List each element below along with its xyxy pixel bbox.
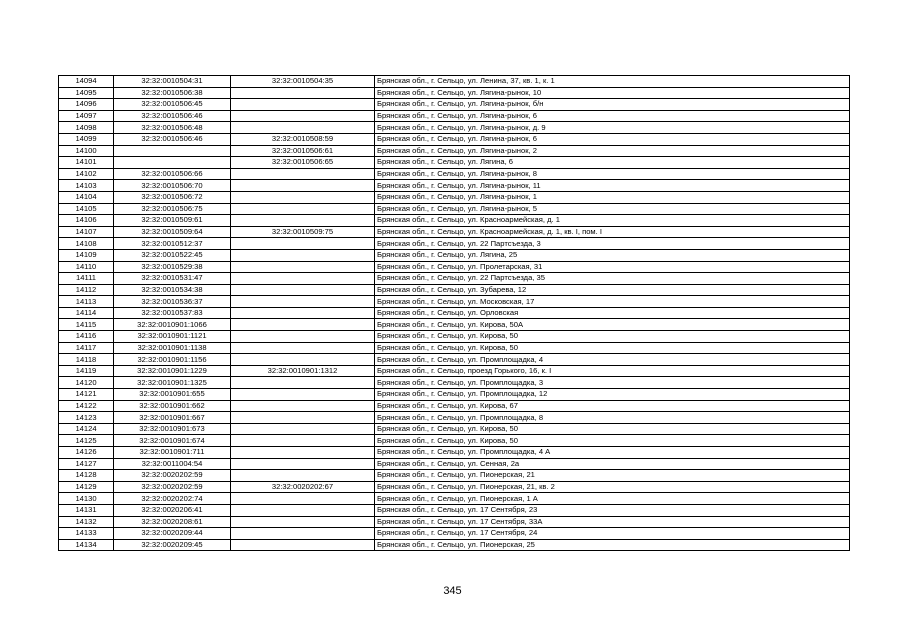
cadastral-number-cell: 32:32:0010537:83 [114,307,231,319]
address-cell: Брянская обл., г. Сельцо, ул. Орловская [375,307,850,319]
table-row [59,435,850,447]
table-row [59,458,850,470]
cadastral-number-cell: 32:32:0010506:45 [114,99,231,111]
cadastral-number-cell: 32:32:0011004:54 [114,458,231,470]
address-cell: Брянская обл., г. Сельцо, ул. Кирова, 50 [375,435,850,447]
address-cell: Брянская обл., г. Сельцо, проезд Горького, 16, к. I [375,365,850,377]
address-cell: Брянская обл., г. Сельцо, ул. Лягина-рынок, 6 [375,133,850,145]
parent-cadastral-number-cell [231,319,375,331]
cadastral-number-cell: 32:32:0010506:70 [114,180,231,192]
table-row [59,447,850,459]
table-row [59,470,850,482]
cadastral-number-cell: 32:32:0010506:46 [114,133,231,145]
row-number-cell: 14115 [59,319,114,331]
table-row [59,145,850,157]
address-cell: Брянская обл., г. Сельцо, ул. Промплощадка, 12 [375,389,850,401]
row-number-cell: 14134 [59,539,114,551]
table-row [59,493,850,505]
table-row [59,516,850,528]
parent-cadastral-number-cell [231,504,375,516]
row-number-cell: 14111 [59,273,114,285]
row-number-cell: 14103 [59,180,114,192]
address-cell: Брянская обл., г. Сельцо, ул. Кирова, 67 [375,400,850,412]
cadastral-number-cell: 32:32:0010901:673 [114,423,231,435]
address-cell: Брянская обл., г. Сельцо, ул. Красноармейская, д. 1, кв. I, пом. I [375,226,850,238]
row-number-cell: 14133 [59,528,114,540]
row-number-cell: 14118 [59,354,114,366]
row-number-cell: 14107 [59,226,114,238]
parent-cadastral-number-cell [231,516,375,528]
cadastral-number-cell: 32:32:0020202:74 [114,493,231,505]
address-cell: Брянская обл., г. Сельцо, ул. Лягина-рынок, 8 [375,168,850,180]
table-row [59,481,850,493]
cadastral-number-cell: 32:32:0010509:64 [114,226,231,238]
parent-cadastral-number-cell [231,331,375,343]
table-row [59,504,850,516]
cadastral-number-cell: 32:32:0010901:1138 [114,342,231,354]
registry-table [58,75,850,551]
row-number-cell: 14121 [59,389,114,401]
table-row [59,528,850,540]
table-row [59,377,850,389]
cadastral-number-cell: 32:32:0010901:1229 [114,365,231,377]
address-cell: Брянская обл., г. Сельцо, ул. Лягина-рынок, б/н [375,99,850,111]
address-cell: Брянская обл., г. Сельцо, ул. Лягина-рынок, 5 [375,203,850,215]
cadastral-number-cell: 32:32:0010506:72 [114,191,231,203]
parent-cadastral-number-cell [231,122,375,134]
table-row [59,203,850,215]
row-number-cell: 14098 [59,122,114,134]
table-row [59,331,850,343]
parent-cadastral-number-cell [231,273,375,285]
table-row [59,412,850,424]
parent-cadastral-number-cell: 32:32:0010508:59 [231,133,375,145]
row-number-cell: 14114 [59,307,114,319]
address-cell: Брянская обл., г. Сельцо, ул. 22 Партсъезда, 3 [375,238,850,250]
row-number-cell: 14101 [59,157,114,169]
registry-table-body [59,76,850,551]
address-cell: Брянская обл., г. Сельцо, ул. Пионерская, 21, кв. 2 [375,481,850,493]
address-cell: Брянская обл., г. Сельцо, ул. 17 Сентября, 33А [375,516,850,528]
address-cell: Брянская обл., г. Сельцо, ул. Пролетарская, 31 [375,261,850,273]
cadastral-number-cell: 32:32:0010522:45 [114,249,231,261]
address-cell: Брянская обл., г. Сельцо, ул. Промплощадка, 4 А [375,447,850,459]
table-row [59,354,850,366]
parent-cadastral-number-cell [231,528,375,540]
cadastral-number-cell: 32:32:0010901:667 [114,412,231,424]
row-number-cell: 14127 [59,458,114,470]
cadastral-number-cell: 32:32:0020209:44 [114,528,231,540]
cadastral-number-cell: 32:32:0010901:711 [114,447,231,459]
row-number-cell: 14132 [59,516,114,528]
address-cell: Брянская обл., г. Сельцо, ул. Лягина-рынок, 6 [375,110,850,122]
table-row [59,99,850,111]
address-cell: Брянская обл., г. Сельцо, ул. Лягина-рынок, 11 [375,180,850,192]
row-number-cell: 14122 [59,400,114,412]
table-row [59,296,850,308]
parent-cadastral-number-cell: 32:32:0010901:1312 [231,365,375,377]
table-row [59,365,850,377]
cadastral-number-cell: 32:32:0010536:37 [114,296,231,308]
cadastral-number-cell: 32:32:0010901:662 [114,400,231,412]
table-row [59,191,850,203]
row-number-cell: 14095 [59,87,114,99]
row-number-cell: 14108 [59,238,114,250]
cadastral-number-cell: 32:32:0010512:37 [114,238,231,250]
row-number-cell: 14124 [59,423,114,435]
address-cell: Брянская обл., г. Сельцо, ул. Лягина-рынок, 1 [375,191,850,203]
parent-cadastral-number-cell: 32:32:0010504:35 [231,76,375,88]
address-cell: Брянская обл., г. Сельцо, ул. Красноармейская, д. 1 [375,215,850,227]
address-cell: Брянская обл., г. Сельцо, ул. Лягина-рынок, д. 9 [375,122,850,134]
cadastral-number-cell: 32:32:0020202:59 [114,481,231,493]
cadastral-number-cell: 32:32:0010506:38 [114,87,231,99]
cadastral-number-cell [114,157,231,169]
cadastral-number-cell: 32:32:0010901:1325 [114,377,231,389]
parent-cadastral-number-cell [231,284,375,296]
row-number-cell: 14123 [59,412,114,424]
row-number-cell: 14096 [59,99,114,111]
parent-cadastral-number-cell [231,412,375,424]
address-cell: Брянская обл., г. Сельцо, ул. Кирова, 50 [375,331,850,343]
address-cell: Брянская обл., г. Сельцо, ул. Ленина, 37, кв. 1, к. 1 [375,76,850,88]
address-cell: Брянская обл., г. Сельцо, ул. Пионерская, 1 А [375,493,850,505]
row-number-cell: 14128 [59,470,114,482]
row-number-cell: 14112 [59,284,114,296]
address-cell: Брянская обл., г. Сельцо, ул. Промплощадка, 8 [375,412,850,424]
row-number-cell: 14119 [59,365,114,377]
parent-cadastral-number-cell [231,307,375,319]
table-row [59,168,850,180]
row-number-cell: 14100 [59,145,114,157]
address-cell: Брянская обл., г. Сельцо, ул. Пионерская, 21 [375,470,850,482]
table-row [59,423,850,435]
address-cell: Брянская обл., г. Сельцо, ул. Зубарева, 12 [375,284,850,296]
cadastral-number-cell: 32:32:0010901:655 [114,389,231,401]
address-cell: Брянская обл., г. Сельцо, ул. Сенная, 2а [375,458,850,470]
row-number-cell: 14097 [59,110,114,122]
table-row [59,226,850,238]
row-number-cell: 14130 [59,493,114,505]
table-row [59,319,850,331]
cadastral-number-cell: 32:32:0010534:38 [114,284,231,296]
parent-cadastral-number-cell [231,435,375,447]
table-row [59,284,850,296]
table-row [59,261,850,273]
parent-cadastral-number-cell: 32:32:0010509:75 [231,226,375,238]
cadastral-number-cell: 32:32:0010529:38 [114,261,231,273]
parent-cadastral-number-cell [231,377,375,389]
parent-cadastral-number-cell [231,493,375,505]
cadastral-number-cell: 32:32:0020209:45 [114,539,231,551]
row-number-cell: 14125 [59,435,114,447]
table-row [59,215,850,227]
cadastral-number-cell [114,145,231,157]
parent-cadastral-number-cell [231,389,375,401]
row-number-cell: 14106 [59,215,114,227]
table-row [59,122,850,134]
parent-cadastral-number-cell [231,458,375,470]
address-cell: Брянская обл., г. Сельцо, ул. Промплощадка, 3 [375,377,850,389]
row-number-cell: 14109 [59,249,114,261]
parent-cadastral-number-cell: 32:32:0020202:67 [231,481,375,493]
row-number-cell: 14102 [59,168,114,180]
address-cell: Брянская обл., г. Сельцо, ул. Лягина, 25 [375,249,850,261]
parent-cadastral-number-cell [231,354,375,366]
parent-cadastral-number-cell [231,470,375,482]
table-row [59,87,850,99]
cadastral-number-cell: 32:32:0010531:47 [114,273,231,285]
cadastral-number-cell: 32:32:0010901:674 [114,435,231,447]
address-cell: Брянская обл., г. Сельцо, ул. Лягина-рынок, 2 [375,145,850,157]
parent-cadastral-number-cell: 32:32:0010506:61 [231,145,375,157]
row-number-cell: 14094 [59,76,114,88]
cadastral-number-cell: 32:32:0020208:61 [114,516,231,528]
row-number-cell: 14104 [59,191,114,203]
table-row [59,110,850,122]
page-number: 345 [443,585,462,597]
cadastral-number-cell: 32:32:0010509:61 [114,215,231,227]
parent-cadastral-number-cell: 32:32:0010506:65 [231,157,375,169]
address-cell: Брянская обл., г. Сельцо, ул. Кирова, 50 [375,342,850,354]
table-row [59,133,850,145]
cadastral-number-cell: 32:32:0010504:31 [114,76,231,88]
parent-cadastral-number-cell [231,342,375,354]
cadastral-number-cell: 32:32:0010506:46 [114,110,231,122]
cadastral-number-cell: 32:32:0010901:1121 [114,331,231,343]
address-cell: Брянская обл., г. Сельцо, ул. Кирова, 50А [375,319,850,331]
row-number-cell: 14131 [59,504,114,516]
cadastral-number-cell: 32:32:0020202:59 [114,470,231,482]
row-number-cell: 14105 [59,203,114,215]
row-number-cell: 14117 [59,342,114,354]
address-cell: Брянская обл., г. Сельцо, ул. Пионерская, 25 [375,539,850,551]
parent-cadastral-number-cell [231,191,375,203]
cadastral-number-cell: 32:32:0010901:1156 [114,354,231,366]
address-cell: Брянская обл., г. Сельцо, ул. 17 Сентября, 23 [375,504,850,516]
table-row [59,342,850,354]
parent-cadastral-number-cell [231,261,375,273]
parent-cadastral-number-cell [231,99,375,111]
parent-cadastral-number-cell [231,539,375,551]
table-row [59,539,850,551]
parent-cadastral-number-cell [231,87,375,99]
parent-cadastral-number-cell [231,215,375,227]
row-number-cell: 14110 [59,261,114,273]
address-cell: Брянская обл., г. Сельцо, ул. 22 Партсъезда, 35 [375,273,850,285]
table-row [59,307,850,319]
row-number-cell: 14116 [59,331,114,343]
table-row [59,389,850,401]
cadastral-number-cell: 32:32:0010506:75 [114,203,231,215]
table-row [59,76,850,88]
cadastral-number-cell: 32:32:0010901:1066 [114,319,231,331]
parent-cadastral-number-cell [231,110,375,122]
parent-cadastral-number-cell [231,447,375,459]
address-cell: Брянская обл., г. Сельцо, ул. 17 Сентября, 24 [375,528,850,540]
row-number-cell: 14113 [59,296,114,308]
row-number-cell: 14120 [59,377,114,389]
parent-cadastral-number-cell [231,400,375,412]
parent-cadastral-number-cell [231,249,375,261]
table-row [59,249,850,261]
address-cell: Брянская обл., г. Сельцо, ул. Кирова, 50 [375,423,850,435]
table-row [59,180,850,192]
parent-cadastral-number-cell [231,180,375,192]
address-cell: Брянская обл., г. Сельцо, ул. Лягина, 6 [375,157,850,169]
parent-cadastral-number-cell [231,203,375,215]
cadastral-number-cell: 32:32:0010506:66 [114,168,231,180]
parent-cadastral-number-cell [231,423,375,435]
row-number-cell: 14129 [59,481,114,493]
table-row [59,238,850,250]
cadastral-number-cell: 32:32:0010506:48 [114,122,231,134]
parent-cadastral-number-cell [231,238,375,250]
table-row [59,157,850,169]
address-cell: Брянская обл., г. Сельцо, ул. Промплощадка, 4 [375,354,850,366]
row-number-cell: 14126 [59,447,114,459]
parent-cadastral-number-cell [231,168,375,180]
parent-cadastral-number-cell [231,296,375,308]
row-number-cell: 14099 [59,133,114,145]
table-row [59,400,850,412]
table-row [59,273,850,285]
address-cell: Брянская обл., г. Сельцо, ул. Московская, 17 [375,296,850,308]
cadastral-number-cell: 32:32:0020206:41 [114,504,231,516]
address-cell: Брянская обл., г. Сельцо, ул. Лягина-рынок, 10 [375,87,850,99]
